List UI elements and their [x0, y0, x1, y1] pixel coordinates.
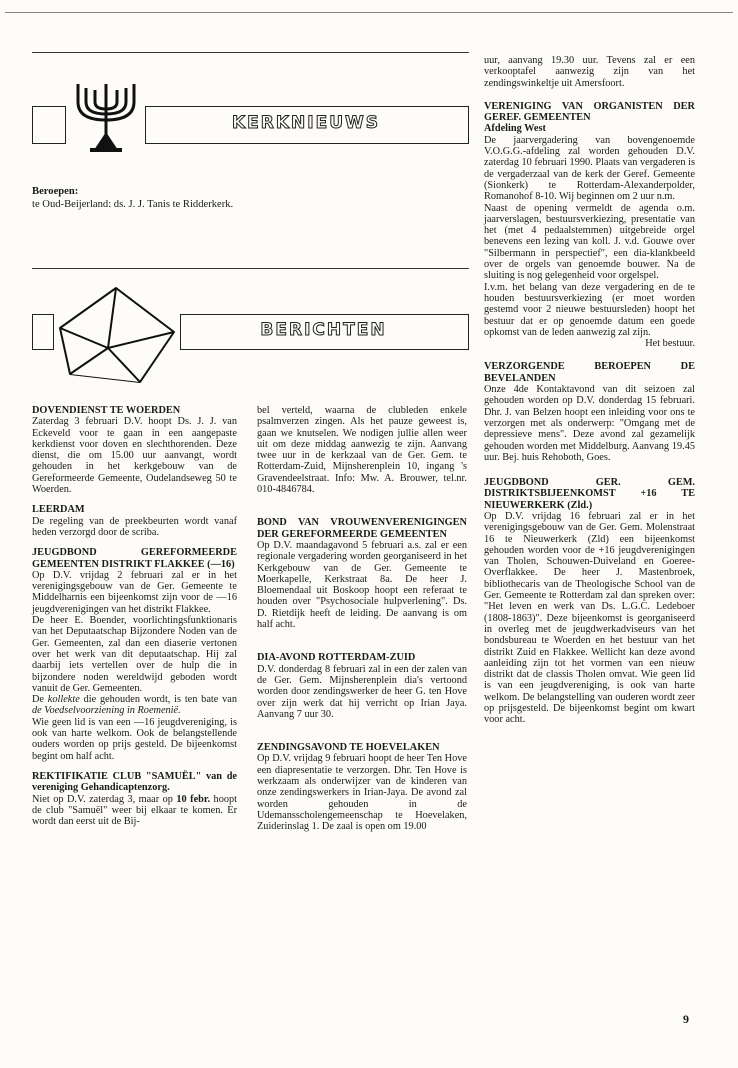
berichten-banner — [32, 282, 469, 387]
article-body: I.v.m. het belang van deze vergadering en de te houden bestuursverkiezing (er moet worden gestemd voor 2 nieuwe bestuursleden) hoopt het bestuur dat er op genoemde datum een goede opkomst van de leden aanwezig zal zijn. — [484, 281, 695, 338]
article-heading: DOVENDIENST TE WOERDEN — [32, 405, 181, 416]
beroepen-heading: Beroepen: — [32, 186, 79, 197]
article-body: Op D.V. vrijdag 2 februari zal er in het verenigingsgebouw van de Ger. Gemeente te Middelharnis een bijeenkomst zijn voor de —16 jeugdverenigingen van het distrikt Flakkee. — [32, 569, 237, 615]
article-heading: ZENDINGSAVOND TE HOEVELAKEN — [257, 742, 440, 754]
article-body: De jaarvergadering van bovengenoemde V.O.G.G.-afdeling zal worden gehouden D.V. zaterdag 10 februari 1990. Plaats van vergaderen is de vergaderzaal van de kerk der Geref. Gemeente (Sionkerk) te Rotterdam-Alexanderpolder, Romanohof 8-10. Wij beginnen om 2 uur n.m. — [484, 134, 695, 203]
article-jeugdbond-flakkee — [32, 547, 237, 762]
article-body: De kollekte die gehouden wordt, is ten bate van de Voedselvoorziening in Roemenië. — [32, 694, 237, 717]
banner-left-box — [32, 106, 66, 144]
envelope-icon — [46, 282, 186, 386]
article-body: Op D.V. vrijdag 9 februari hoopt de heer Ten Hove een diapresentatie te verzorgen. Dhr. Ten Hove is werkzaam als onderwijzer van de kinderen van onze zendingswerkers in Irian-Jaya. De avond zal worden gehouden in de Udemansscholengemeenschap te Hoevelaken, Zuiderinslag 1. De zaal is open om 19.00 — [257, 753, 467, 833]
top-rule — [32, 52, 469, 53]
article-signature: Het bestuur. — [645, 338, 695, 350]
article-dia-avond — [257, 652, 467, 720]
column-3 — [484, 55, 695, 735]
article-body: De regeling van de preekbeurten wordt vanaf heden verzorgd door de scriba. — [32, 515, 237, 538]
article-heading: LEERDAM — [32, 504, 85, 516]
page-number: 9 — [683, 1012, 689, 1026]
article-body: Niet op D.V. zaterdag 3, maar op 10 febr. hoopt de club "Samuël" weer bij elkaar te komen. Er wordt dan eerst uit de Bij- — [32, 793, 238, 828]
article-heading: JEUGDBOND GEREFORMEERDE GEMEENTEN DISTRIKT FLAKKEE (—16) — [32, 547, 237, 570]
kerknieuws-banner — [32, 80, 469, 155]
article-body: Zaterdag 3 februari D.V. hoopt Ds. J. J. van Eckeveld voor te gaan in een aangepaste kerkdienst voor doven en slechthorenden. Deze dienst, die om 15.00 uur aanvangt, wordt gehouden in het kerkgebouw van de Gereformeerde Gemeente, Oudelandseweg 50 te Woerden. — [32, 416, 237, 496]
article-dovendienst — [32, 405, 237, 495]
article-bond-vrouwen — [257, 517, 467, 630]
beroepen-text: te Oud-Beijerland: ds. J. J. Tanis te Ridderkerk. — [32, 198, 234, 210]
article-body: Op D.V. vrijdag 16 februari zal er in het verenigingsgebouw van de Ger. Gem. Molenstraat 16 te Nieuwerkerk (Zld) een bijeenkomst gehouden worden voor de +16 jeugdverenigingen van Tholen, Schouwen-Duiveland en Goeree-Overflakkee. De heer J. Mastenbroek, bibliothecaris van de Theologische School van de Ger. Gemeente te Rotterdam zal dan spreken over: "Het leven en werk van Ds. L.G.C. Ledeboer (1808-1863)". Deze bijeenkomst is georganiseerd in overleg met de jeugdwerkadviseurs van het bondsbureau te Woerden en het bestuur van het distrikt Zuid en Flakkee. Wellicht kan deze avond aanleiding zijn tot het vormen van een nieuw distrikt dat de classis Tholen omvat. Wie geen lid is van een jeugdvereniging, is ook van harte welkom. De belangstelling van ouderen wordt zeer op prijsgesteld. De bijeenkomst begint om kwart voor acht. — [484, 510, 695, 726]
article-organisten — [484, 101, 695, 350]
article-heading: VERZORGENDE BEROEPEN DE BEVELANDEN — [484, 361, 695, 384]
menorah-icon — [70, 80, 142, 154]
article-body: uur, aanvang 19.30 uur. Tevens zal er een verkooptafel aanwezig zijn van het zendingswinkeltje uit Amersfoort. — [484, 55, 695, 89]
article-heading: VERENIGING VAN ORGANISTEN DER GEREF. GEMEENTEN — [484, 100, 695, 124]
article-body: De heer E. Boender, voorlichtingsfunktionaris van het Deputaatschap Bijzondere Noden van de Ger. Gemeenten, zal dan een diaserie vertonen over het werk van dit deputaatschap. Hij zal daarbij iets vertellen over de hulp die in bijzondere noden wereldwijd geboden wordt vanuit de Ger. Gemeenten. — [32, 615, 237, 694]
article-heading: JEUGDBOND GER. GEM. DISTRIKTSBIJEENKOMST +16 TE NIEUWERKERK (Zld.) — [484, 477, 695, 511]
article-rektifikatie — [32, 771, 237, 827]
article-leerdam — [32, 504, 237, 538]
article-heading: REKTIFIKATIE CLUB "SAMUËL" van de vereniging Gehandicaptenzorg. — [32, 770, 237, 794]
article-body: bel verteld, waarna de clubleden enkele psalmverzen zingen. Als het pauze geweest is, gaan we knutselen. We nodigen jullie allen weer uit om deze middag aanwezig te zijn. Aanvang twee uur in de kerkzaal van de Ger. Gem. te Rotterdam-Zuid, Mijnsherenplein 10, ingang 's Gravendeelstraat. Info: Mw. A. Brouwer, tel.nr. 010-4846784. — [257, 405, 467, 496]
article-heading: DIA-AVOND ROTTERDAM-ZUID — [257, 652, 416, 664]
berichten-title: BERICHTEN — [260, 320, 387, 340]
article-subheading: Afdeling West — [484, 123, 546, 135]
article-jeugdbond-nieuwerkerk — [484, 477, 695, 726]
article-zendingsavond — [257, 742, 467, 832]
article-body: D.V. donderdag 8 februari zal in een der zalen van de Ger. Gem. Mijnsherenplein dia's vertoond worden door zendingswerker de heer G. ten Hove over zijn werk dat hij verricht op Irian Jaya. Aanvang 7 uur 30. — [257, 663, 467, 720]
middle-rule — [32, 268, 469, 269]
article-body: Op D.V. maandagavond 5 februari a.s. zal er een regionale vergadering worden georganiseerd in het Kerkgebouw van de Ger. Gemeente te Moerkapelle, Kerkstraat 8a. De heer J. Bloemendaal uit Boskoop hoopt een referaat te houden over "Psychosociale hulpverlening". Ds. D. Rietdijk heeft de leiding. De aanvang is om half acht. — [257, 539, 467, 631]
article-body: Wie geen lid is van een —16 jeugdvereniging, is ook van harte welkom. Ook de belangstellende ouders worden op prijs gesteld. De bijeenkomst begint om half acht. — [32, 716, 237, 762]
beroepen-block — [32, 186, 242, 211]
column-1 — [32, 405, 237, 836]
column-2 — [257, 405, 467, 842]
article-rektifikatie-cont — [257, 405, 467, 495]
article-heading: BOND VAN VROUWENVERENIGINGEN DER GEREFORMEERDE GEMEENTEN — [257, 517, 467, 540]
article-body: Onze 4de Kontaktavond van dit seizoen zal gehouden worden op D.V. donderdag 15 februari. Dhr. J. van Belzen hoopt een inleiding voor ons te verzorgen met als onderwerp: "Omgang met de depressieve mens". Deze avond zal gezamelijk gehouden worden met Middelburg. Aanvang 19.45 uur. Bej. huis Rehoboth, Goes. — [484, 384, 695, 463]
article-body: Naast de opening vermeldt de agenda o.m. jaarverslagen, bestuursverkiezing, presentatie van het (met 4 pedaalstemmen) uitgebreide orgel benevens een lezing van koll. J. v.d. Gouwe over "Silbermann in perspectief", een dia-klankbeeld over de orgels van genoemde bouwer. Na de sluiting is nog gelegenheid voor orgelspel. — [484, 202, 695, 282]
article-zendingsavond-cont — [484, 55, 695, 89]
kerknieuws-title: KERKNIEUWS — [231, 113, 380, 133]
article-verzorgende-beroepen — [484, 361, 695, 463]
